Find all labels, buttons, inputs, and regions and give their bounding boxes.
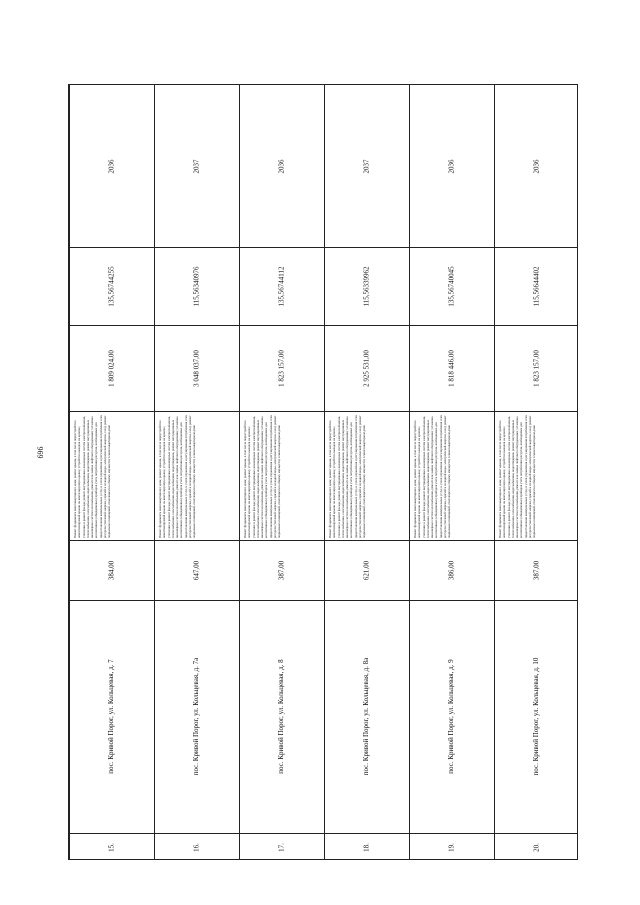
row-number-cell: 16. xyxy=(192,842,200,852)
cost-cell: 1 818 446,00 xyxy=(447,349,455,387)
unit-cost-cell: 115,56340976 xyxy=(192,266,200,306)
work-description-cell: Ремонт фундамента многоквартирного дома; ремонт крыши, в том числе переустройство невентилируемой крыши на вентилируемую крышу, устройство выходов на кровлю; утепление и ремонт фасада; ремонт внутридомовых инженерных систем электроснабжения, теплоснабжения, газоснабжения, водоснабжения, водоотведения, ремонт внутридомовых инженерных систем газоснабжения, ремонт или замена лифтового оборудования; установка коллективных (общедомовых) приборов учета потребления ресурсов, необходимых для предоставления коммунальных услуг, и узлов управления и регулирования потребления этих ресурсов (тепловой энергии, горячей и холодной воды, электрической энергии, газа); ремонт подвальных помещений, относящихся к общему имуществу в многоквартирном доме xyxy=(73,415,112,538)
row-number-cell: 15. xyxy=(107,842,115,852)
work-description-cell: Ремонт фундамента многоквартирного дома; ремонт крыши, в том числе переустройство невентилируемой крыши на вентилируемую крышу, устройство выходов на кровлю; утепление и ремонт фасада; ремонт внутридомовых инженерных систем электроснабжения, теплоснабжения, газоснабжения, водоснабжения, водоотведения, ремонт внутридомовых инженерных систем газоснабжения, ремонт или замена лифтового оборудования; установка коллективных (общедомовых) приборов учета потребления ресурсов, необходимых для предоставления коммунальных услуг, и узлов управления и регулирования потребления этих ресурсов (тепловой энергии, горячей и холодной воды, электрической энергии, газа); ремонт подвальных помещений, относящихся к общему имуществу в многоквартирном доме xyxy=(158,415,197,538)
cost-cell: 1 809 024,00 xyxy=(107,349,115,387)
cost-cell: 1 823 157,00 xyxy=(532,349,540,387)
work-description-cell: Ремонт фундамента многоквартирного дома; ремонт крыши, в том числе переустройство невентилируемой крыши на вентилируемую крышу, устройство выходов на кровлю; утепление и ремонт фасада; ремонт внутридомовых инженерных систем электроснабжения, теплоснабжения, газоснабжения, водоснабжения, водоотведения, ремонт внутридомовых инженерных систем газоснабжения, ремонт или замена лифтового оборудования; установка коллективных (общедомовых) приборов учета потребления ресурсов, необходимых для предоставления коммунальных услуг, и узлов управления и регулирования потребления этих ресурсов (тепловой энергии, горячей и холодной воды, электрической энергии, газа); ремонт подвальных помещений, относящихся к общему имуществу в многоквартирном доме xyxy=(413,415,452,538)
year-cell: 2036 xyxy=(277,159,285,173)
cost-cell: 3 048 037,00 xyxy=(192,349,200,387)
address-cell: пос. Кривой Порог, ул. Кольцевая, д. 7а xyxy=(192,657,200,776)
work-description-cell: Ремонт фундамента многоквартирного дома; ремонт крыши, в том числе переустройство невентилируемой крыши на вентилируемую крышу, устройство выходов на кровлю; утепление и ремонт фасада; ремонт внутридомовых инженерных систем электроснабжения, теплоснабжения, газоснабжения, водоснабжения, водоотведения, ремонт внутридомовых инженерных систем газоснабжения, ремонт или замена лифтового оборудования; установка коллективных (общедомовых) приборов учета потребления ресурсов, необходимых для предоставления коммунальных услуг, и узлов управления и регулирования потребления этих ресурсов (тепловой энергии, горячей и холодной воды, электрической энергии, газа); ремонт подвальных помещений, относящихся к общему имуществу в многоквартирном доме xyxy=(243,415,282,538)
work-description-cell: Ремонт фундамента многоквартирного дома; ремонт крыши, в том числе переустройство невентилируемой крыши на вентилируемую крышу, устройство выходов на кровлю; утепление и ремонт фасада; ремонт внутридомовых инженерных систем электроснабжения, теплоснабжения, газоснабжения, водоснабжения, водоотведения, ремонт внутридомовых инженерных систем газоснабжения, ремонт или замена лифтового оборудования; установка коллективных (общедомовых) приборов учета потребления ресурсов, необходимых для предоставления коммунальных услуг, и узлов управления и регулирования потребления этих ресурсов (тепловой энергии, горячей и холодной воды, электрической энергии, газа); ремонт подвальных помещений, относящихся к общему имуществу в многоквартирном доме xyxy=(498,415,537,538)
area-cell: 387,00 xyxy=(532,560,540,580)
area-cell: 384,00 xyxy=(107,560,115,580)
address-cell: пос. Кривой Порог, ул. Кольцевая, д. 7 xyxy=(107,659,115,774)
housing-repair-table xyxy=(68,84,578,860)
area-cell: 647,00 xyxy=(192,560,200,580)
year-cell: 2036 xyxy=(532,159,540,173)
year-cell: 2036 xyxy=(447,159,455,173)
row-number-cell: 19. xyxy=(447,842,455,852)
unit-cost-cell: 135,56740045 xyxy=(447,265,455,307)
year-cell: 2036 xyxy=(107,159,115,173)
page-number: 969 xyxy=(35,446,45,459)
cost-cell: 2 925 531,00 xyxy=(362,349,370,387)
unit-cost-cell: 115,56339962 xyxy=(362,266,370,306)
unit-cost-cell: 115,56644402 xyxy=(532,266,540,306)
unit-cost-cell: 135,56744255 xyxy=(107,265,115,307)
year-cell: 2037 xyxy=(362,159,370,173)
address-cell: пос. Кривой Порог, ул. Кольцевая, д. 9 xyxy=(447,659,455,774)
address-cell: пос. Кривой Порог, ул. Кольцевая, д. 8а xyxy=(362,657,370,776)
row-number-cell: 20. xyxy=(532,842,540,852)
cost-cell: 1 823 157,00 xyxy=(277,349,285,387)
row-number-cell: 17. xyxy=(277,842,285,852)
work-description-cell: Ремонт фундамента многоквартирного дома; ремонт крыши, в том числе переустройство невентилируемой крыши на вентилируемую крышу, устройство выходов на кровлю; утепление и ремонт фасада; ремонт внутридомовых инженерных систем электроснабжения, теплоснабжения, газоснабжения, водоснабжения, водоотведения, ремонт внутридомовых инженерных систем газоснабжения, ремонт или замена лифтового оборудования; установка коллективных (общедомовых) приборов учета потребления ресурсов, необходимых для предоставления коммунальных услуг, и узлов управления и регулирования потребления этих ресурсов (тепловой энергии, горячей и холодной воды, электрической энергии, газа); ремонт подвальных помещений, относящихся к общему имуществу в многоквартирном доме xyxy=(328,415,367,538)
area-cell: 621,00 xyxy=(362,560,370,580)
unit-cost-cell: 135,56744112 xyxy=(277,266,285,306)
address-cell: пос. Кривой Порог, ул. Кольцевая, д. 10 xyxy=(532,657,540,776)
year-cell: 2037 xyxy=(192,159,200,173)
row-number-cell: 18. xyxy=(362,842,370,852)
area-cell: 387,00 xyxy=(277,560,285,580)
area-cell: 386,00 xyxy=(447,560,455,580)
address-cell: пос. Кривой Порог, ул. Кольцевая, д. 8 xyxy=(277,659,285,774)
